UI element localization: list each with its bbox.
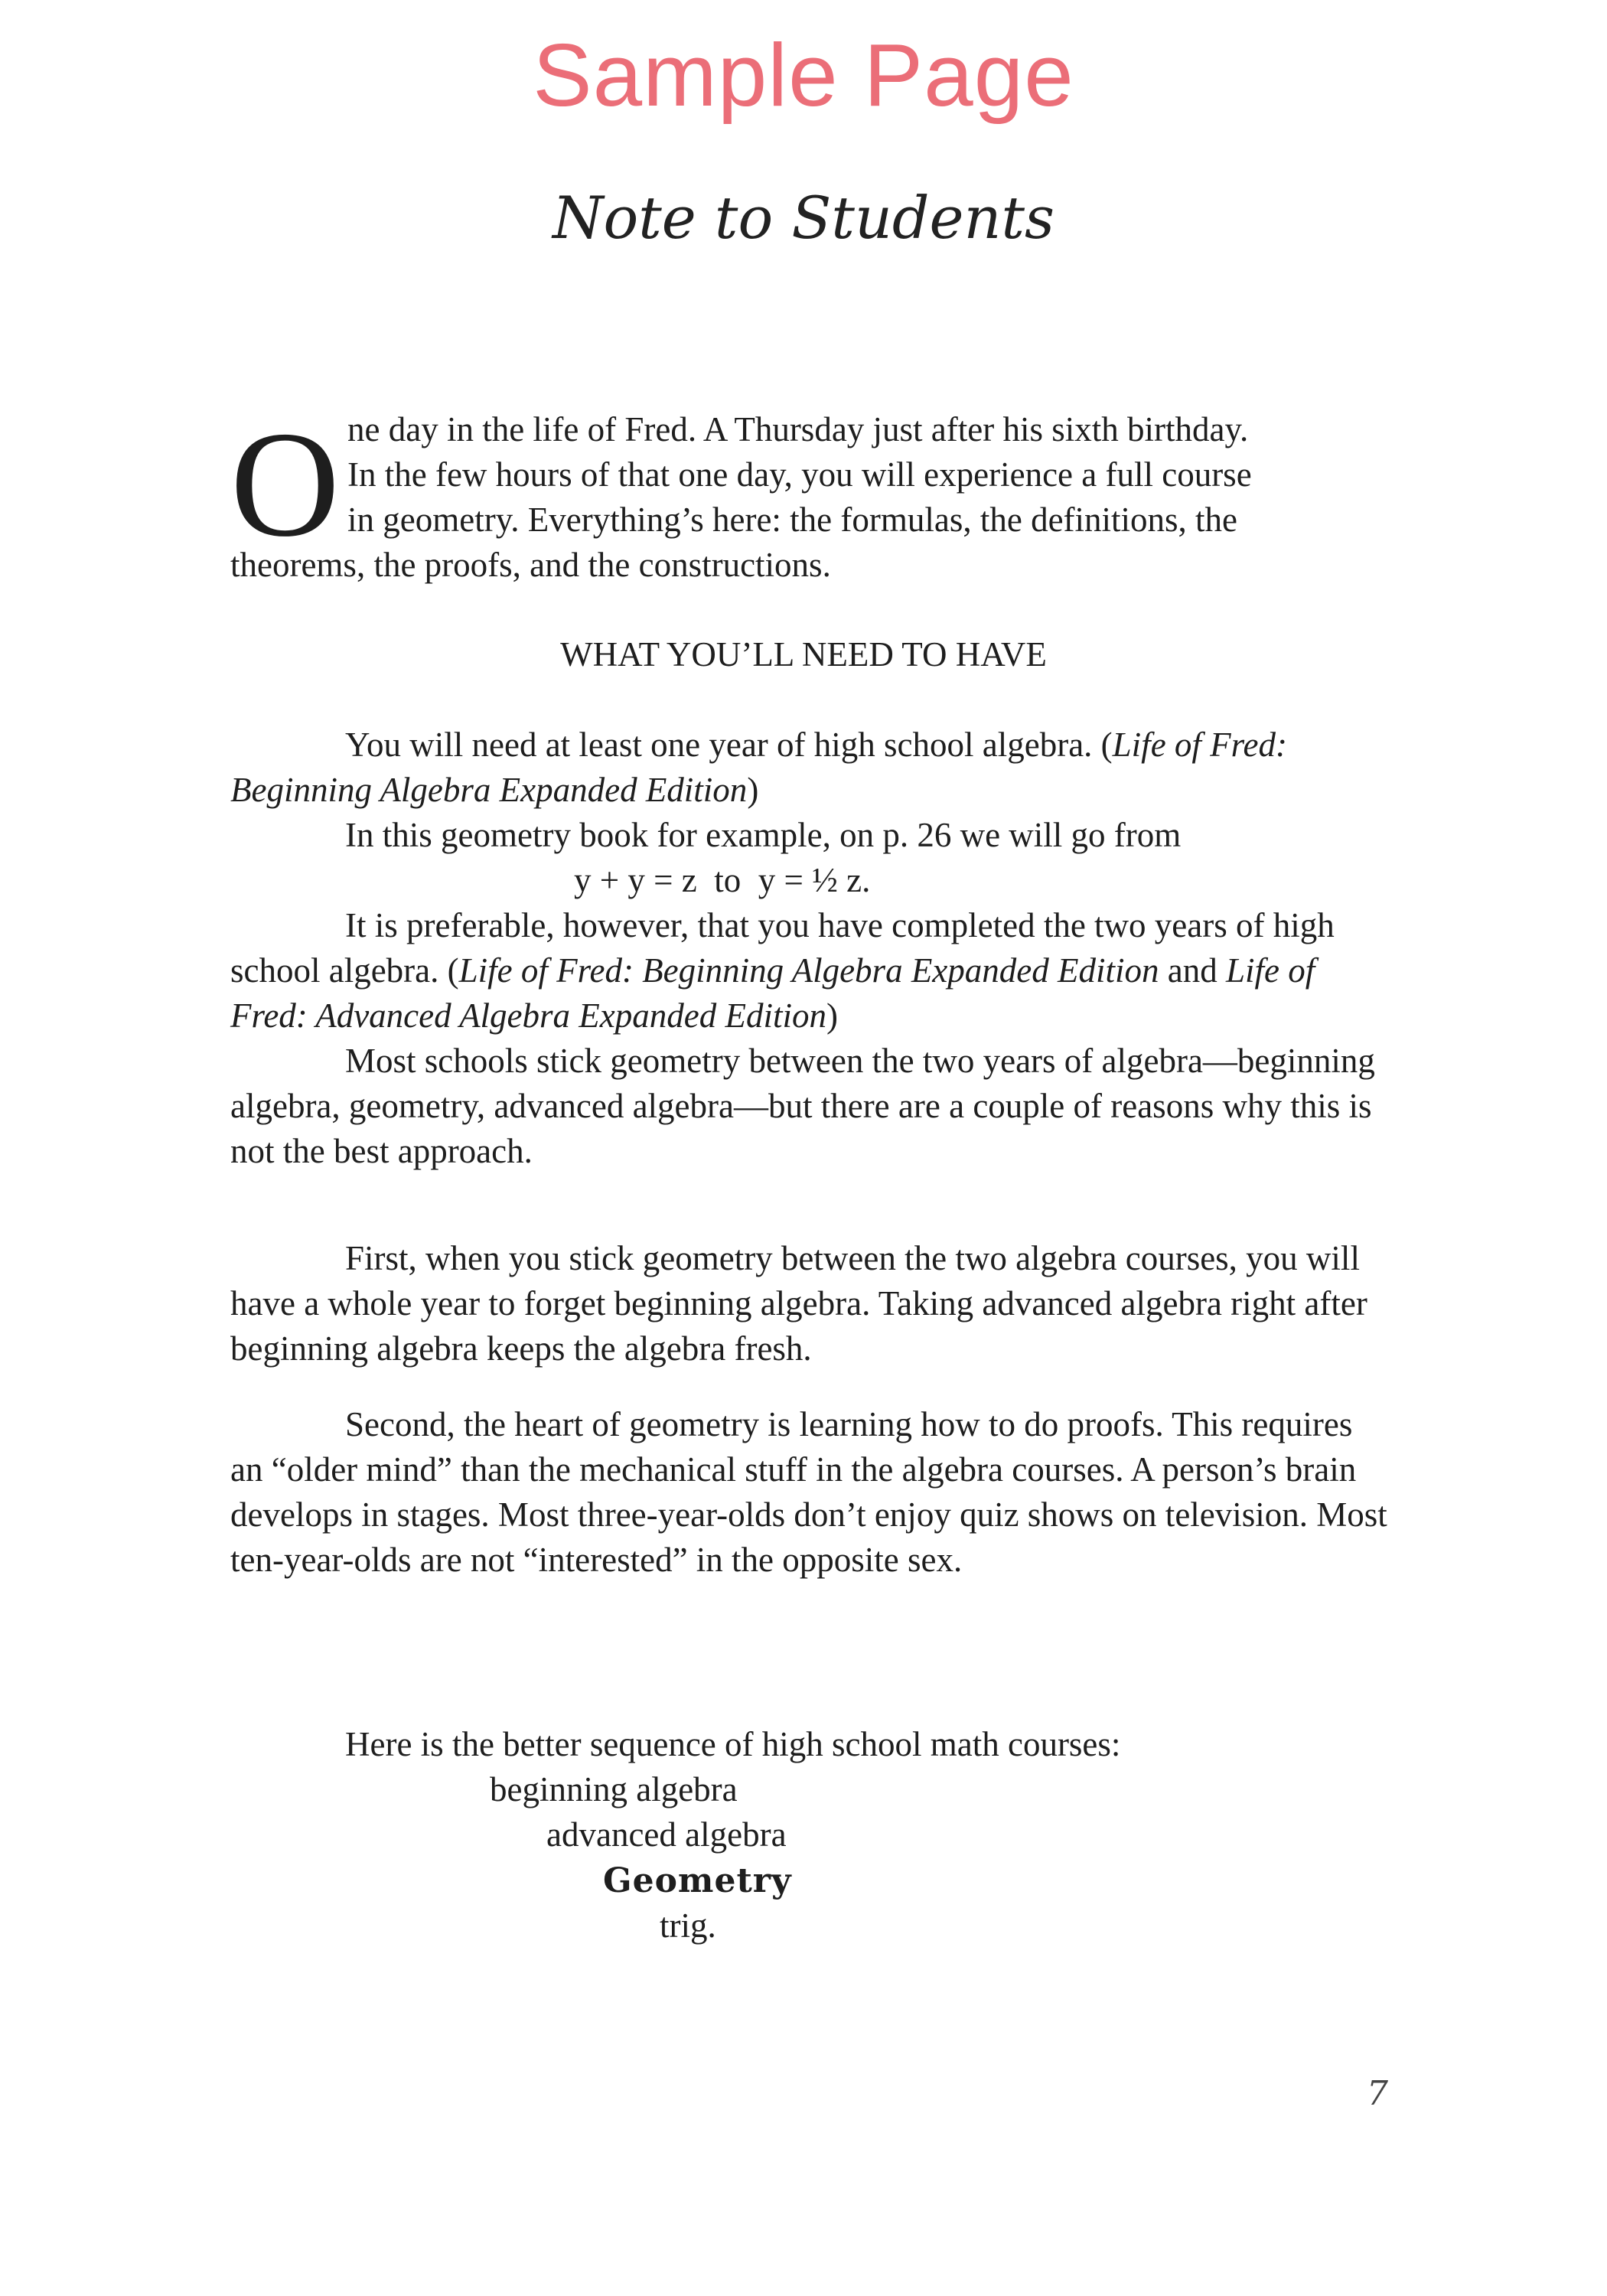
paren-close: ) <box>747 771 759 809</box>
conjunction: and <box>1159 951 1226 990</box>
paren-close: ) <box>826 996 838 1035</box>
page-title: Note to Students <box>552 184 1055 252</box>
requirement-text: You will need at least one year of high school algebra. ( <box>345 726 1113 764</box>
page-number: 7 <box>1367 2074 1388 2113</box>
preference-paragraph <box>230 903 1393 1039</box>
intro-line: in geometry. Everything’s here: the formulas, the definitions, the <box>347 501 1238 539</box>
sequence-intro <box>230 1722 1393 1767</box>
formula: y + y = z to y = ½ z. <box>574 861 871 899</box>
second-reason-paragraph <box>230 1402 1393 1583</box>
book-title: Life of Fred: Beginning Algebra Expanded Edition <box>458 951 1159 990</box>
course-item: trig. <box>660 1906 716 1945</box>
intro-line: theorems, the proofs, and the constructions. <box>230 546 831 584</box>
course-item: beginning algebra <box>490 1770 738 1808</box>
requirements-section <box>230 722 1393 1174</box>
book-title: Life of Fred: Advanced Algebra Expanded Edition <box>230 951 1315 1035</box>
intro-line: ne day in the life of Fred. A Thursday just after his sixth birthday. <box>347 410 1249 448</box>
drop-cap: O <box>230 400 340 568</box>
book-title: Life of Fred: Beginning Algebra Expanded Edition <box>230 726 1287 809</box>
section-heading: WHAT YOU’LL NEED TO HAVE <box>560 635 1047 673</box>
preference-text: It is preferable, however, that you have completed the two years of high school algebra. ( <box>230 906 1335 990</box>
first-reason-text: First, when you stick geometry between the two algebra courses, you will have a whole year to forget beginning algebra. Taking advanced algebra right after beginning algebra keeps the algebra fresh. <box>230 1239 1367 1368</box>
sample-page-watermark: Sample Page <box>533 25 1074 125</box>
requirement-paragraph <box>230 722 1393 813</box>
second-reason-text: Second, the heart of geometry is learning how to do proofs. This requires an “older mind” than the mechanical stuff in the algebra courses. A person’s brain develops in stages. Most three-year-olds don’t enjoy quiz shows on television. Most ten-year-olds are not “interested” in the opposite sex. <box>230 1405 1387 1579</box>
schools-paragraph: Most schools stick geometry between the two years of algebra—beginning algebra, geometry, advanced algebra—but there are a couple of reasons why this is not the best approach. <box>230 1042 1375 1170</box>
first-reason-paragraph <box>230 1236 1393 1371</box>
course-item-geometry: Geometry <box>603 1861 792 1900</box>
sequence-intro-text: Here is the better sequence of high school math courses: <box>345 1725 1121 1763</box>
intro-paragraph <box>230 400 1393 588</box>
course-item: advanced algebra <box>546 1815 787 1854</box>
intro-line: In the few hours of that one day, you will experience a full course <box>347 455 1252 494</box>
example-paragraph: In this geometry book for example, on p. 26 we will go from <box>345 816 1182 854</box>
